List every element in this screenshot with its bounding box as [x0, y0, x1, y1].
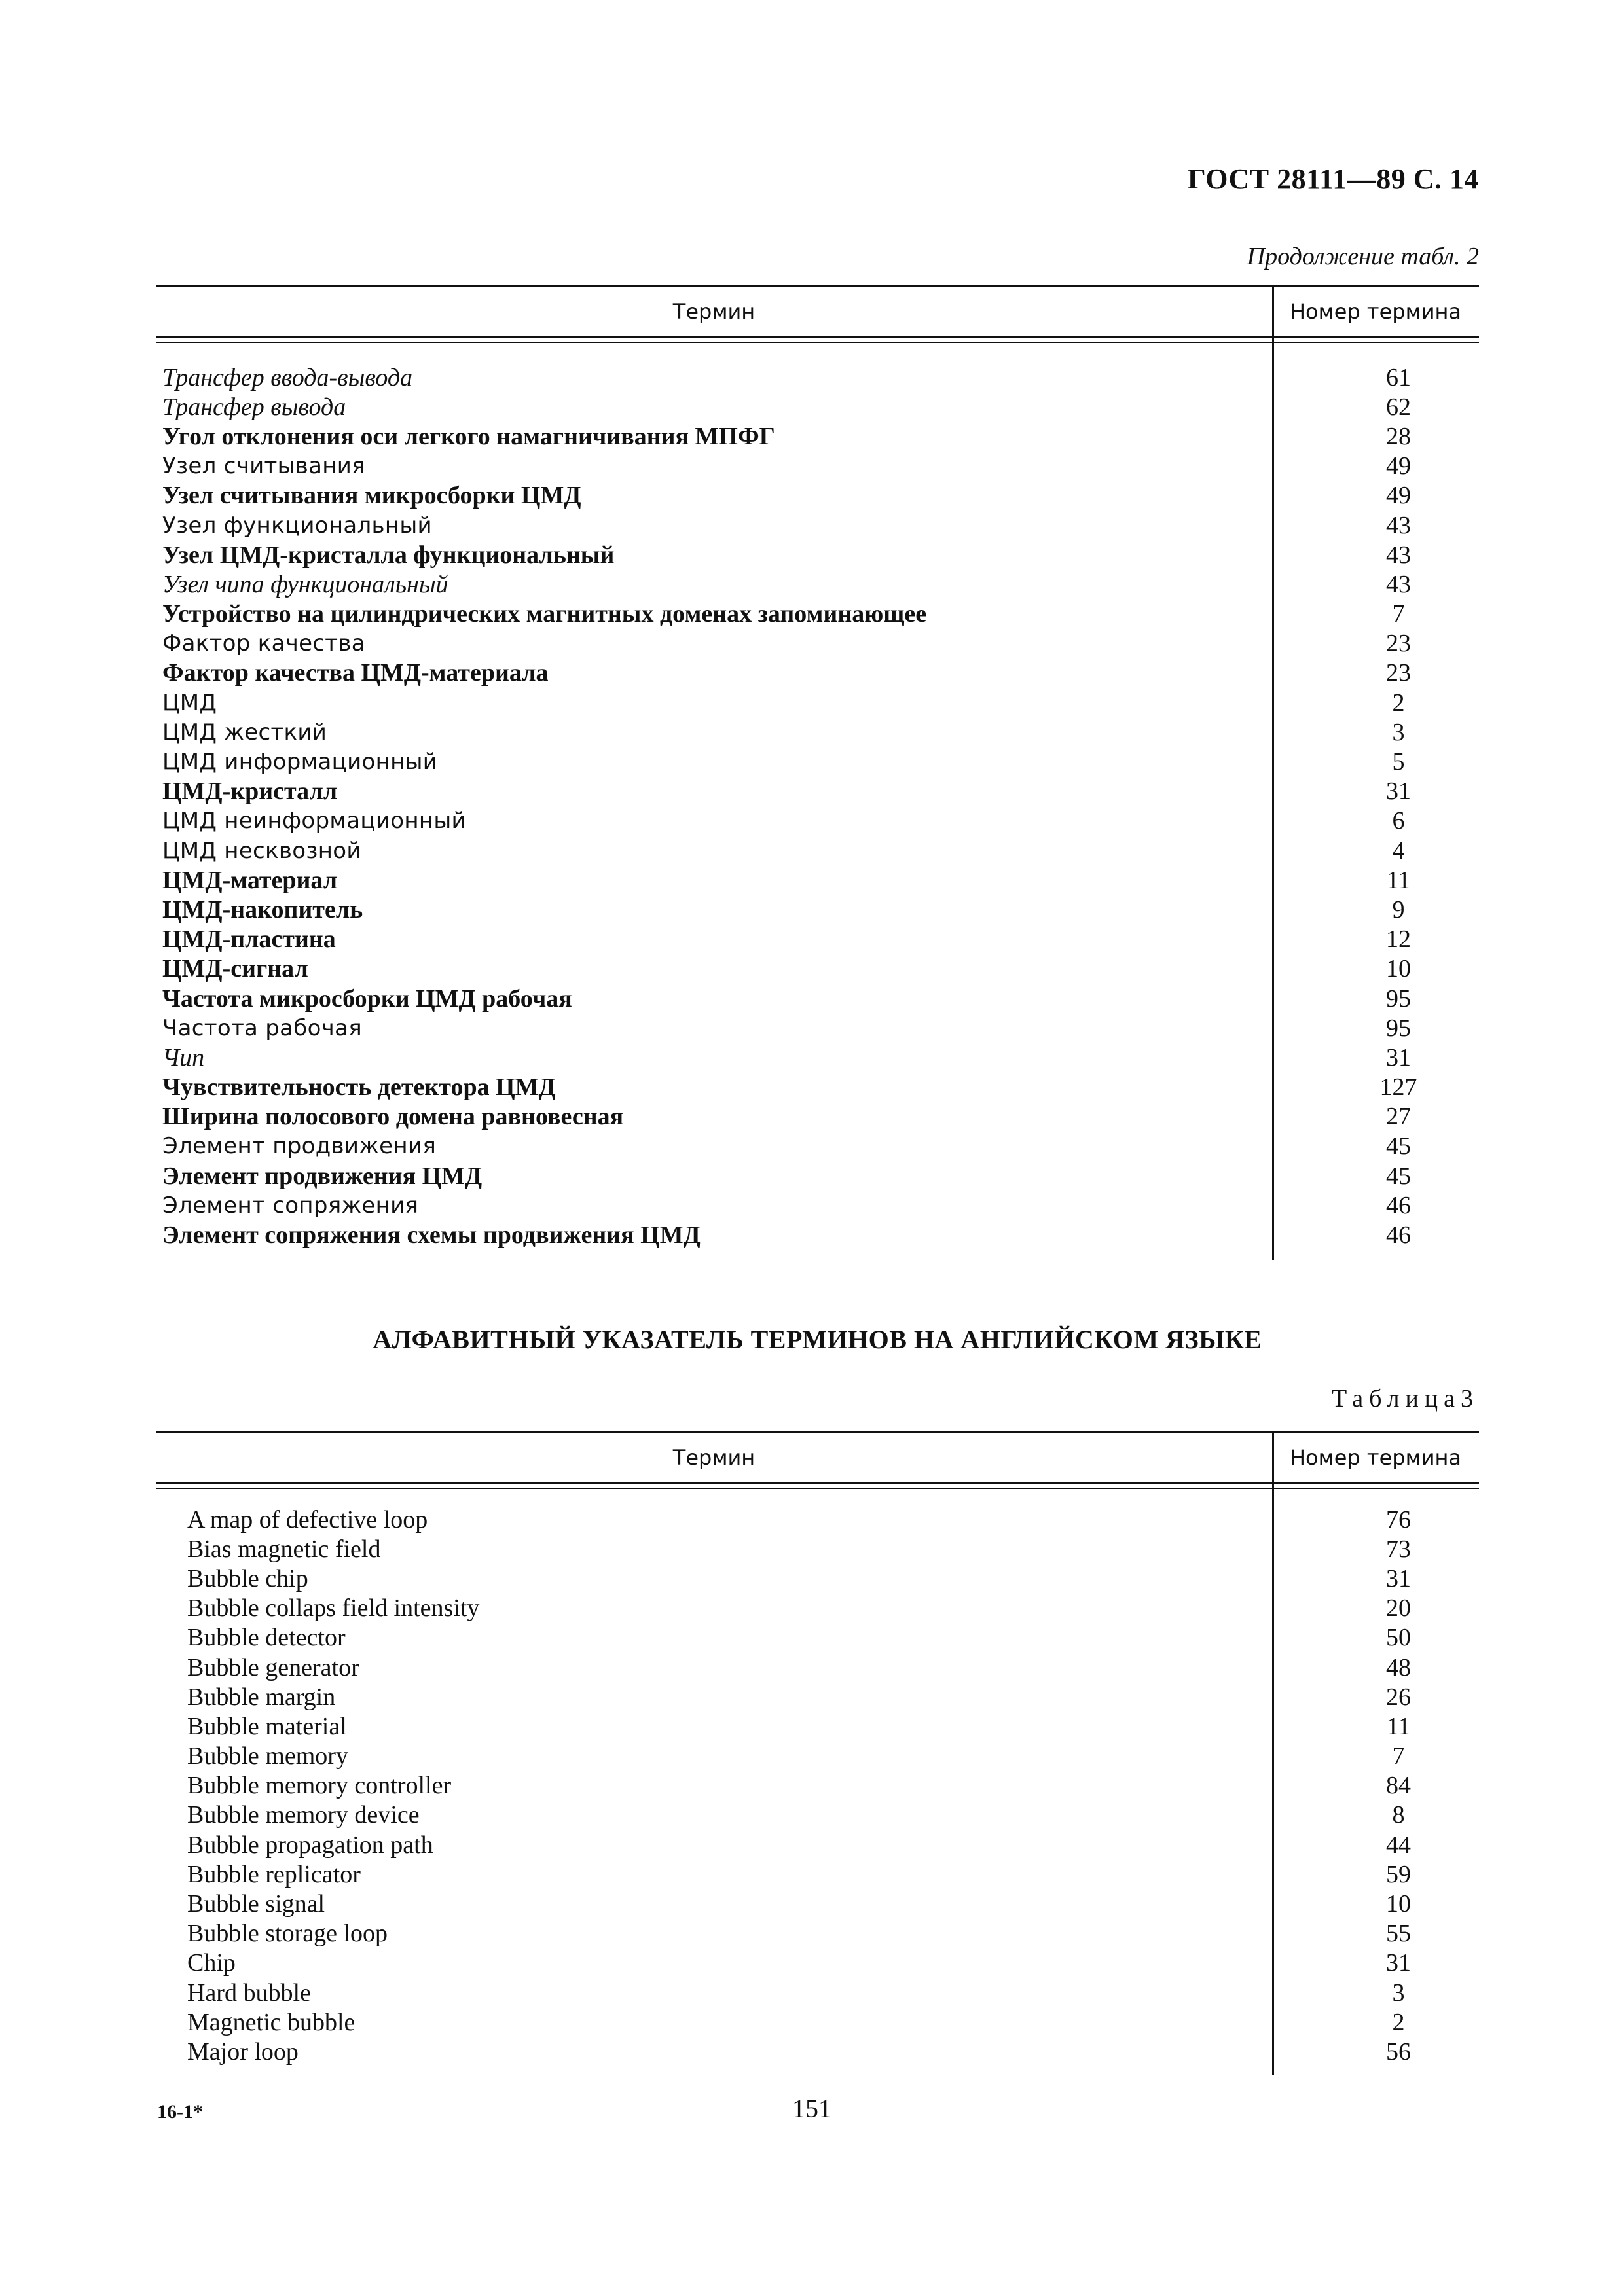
table-row — [156, 1564, 1479, 1593]
table-row — [156, 836, 1479, 865]
table-2 — [156, 285, 1479, 1250]
table-row — [156, 1161, 1479, 1191]
table-row — [156, 1948, 1479, 1978]
term-number-cell: 20 — [1386, 1594, 1411, 1623]
table2-caption: Продолжение табл. 2 — [1247, 243, 1479, 270]
column-header-term: Термин — [672, 1445, 756, 1470]
term-cell: ЦМД-накопитель — [162, 895, 363, 924]
term-cell: ЦМД несквозной — [162, 837, 361, 864]
table-row — [156, 2007, 1479, 2037]
table-row — [156, 1919, 1479, 1948]
term-cell: Bubble memory device — [187, 1801, 420, 1829]
term-number-cell: 28 — [1386, 422, 1411, 450]
table-row — [156, 984, 1479, 1013]
section-title: АЛФАВИТНЫЙ УКАЗАТЕЛЬ ТЕРМИНОВ НА АНГЛИЙСКОМ ЯЗЫКЕ — [373, 1325, 1262, 1354]
term-number-cell: 73 — [1386, 1535, 1411, 1563]
term-cell: Bubble storage loop — [187, 1920, 388, 1948]
table-row — [156, 1742, 1479, 1771]
table-row — [156, 422, 1479, 451]
table-header-rule — [156, 336, 1479, 343]
term-number-cell: 49 — [1386, 452, 1411, 480]
term-number-cell: 31 — [1386, 778, 1411, 806]
page-number: 151 — [792, 2094, 831, 2123]
term-number-cell: 50 — [1386, 1624, 1411, 1652]
term-cell: Узел ЦМД-кристалла функциональный — [162, 541, 615, 569]
table-row — [156, 658, 1479, 688]
term-number-cell: 31 — [1386, 1949, 1411, 1977]
term-cell: Угол отклонения оси легкого намагничивания МПФГ — [162, 422, 775, 450]
term-cell: Ширина полосового домена равновесная — [162, 1103, 624, 1131]
term-number-cell: 9 — [1392, 895, 1405, 924]
term-number-cell: 43 — [1386, 541, 1411, 569]
term-cell: ЦМД-кристалл — [162, 778, 338, 806]
term-number-cell: 26 — [1386, 1683, 1411, 1711]
term-cell: ЦМД-материал — [162, 866, 338, 894]
table-3 — [156, 1431, 1479, 2067]
term-cell: Bubble memory — [187, 1742, 348, 1770]
term-cell: ЦМД неинформационный — [162, 808, 466, 834]
table-body — [156, 1489, 1479, 2067]
term-number-cell: 5 — [1392, 748, 1405, 776]
table-row — [156, 540, 1479, 569]
term-cell: Bubble generator — [187, 1653, 359, 1681]
term-number-cell: 84 — [1386, 1772, 1411, 1800]
footer-signature-mark: 16-1* — [157, 2101, 203, 2123]
table-row — [156, 1830, 1479, 1859]
table-row — [156, 363, 1479, 392]
term-number-cell: 43 — [1386, 511, 1411, 539]
term-number-cell: 45 — [1386, 1162, 1411, 1190]
term-cell: Частота микросборки ЦМД рабочая — [162, 984, 572, 1013]
term-cell: Bubble chip — [187, 1564, 308, 1592]
term-number-cell: 6 — [1392, 807, 1405, 835]
term-cell: Устройство на цилиндрических магнитных доменах запоминающее — [162, 600, 927, 628]
table-header — [156, 287, 1479, 336]
term-number-cell: 46 — [1386, 1221, 1411, 1249]
table-row — [156, 600, 1479, 629]
table-row — [156, 747, 1479, 776]
term-number-cell: 76 — [1386, 1505, 1411, 1534]
table-row — [156, 1043, 1479, 1072]
term-cell: Элемент продвижения — [162, 1133, 437, 1160]
table-row — [156, 777, 1479, 806]
term-number-cell: 49 — [1386, 482, 1411, 510]
term-cell: Узел считывания — [162, 453, 365, 480]
term-number-cell: 31 — [1386, 1043, 1411, 1071]
term-cell: ЦМД-пластина — [162, 925, 336, 954]
table-row — [156, 629, 1479, 658]
table-header — [156, 1433, 1479, 1482]
table-row — [156, 511, 1479, 540]
term-number-cell: 2 — [1392, 689, 1405, 717]
term-number-cell: 127 — [1379, 1073, 1417, 1102]
term-cell: Чип — [162, 1043, 205, 1071]
term-number-cell: 31 — [1386, 1564, 1411, 1592]
table3-caption: Таблица3 — [1331, 1385, 1479, 1412]
term-cell: ЦМД — [162, 689, 217, 716]
table-row — [156, 481, 1479, 511]
column-header-term: Термин — [672, 299, 756, 324]
table-row — [156, 1682, 1479, 1712]
term-number-cell: 23 — [1386, 630, 1411, 658]
table-row — [156, 1102, 1479, 1132]
term-cell: Chip — [187, 1949, 236, 1977]
table-row — [156, 806, 1479, 836]
term-cell: Трансфер ввода-вывода — [162, 363, 413, 391]
term-cell: Элемент продвижения ЦМД — [162, 1162, 483, 1190]
term-cell: Частота рабочая — [162, 1014, 362, 1041]
term-cell: Узел считывания микросборки ЦМД — [162, 482, 581, 510]
term-number-cell: 27 — [1386, 1103, 1411, 1131]
term-cell: Узел чипа функциональный — [162, 570, 448, 598]
term-number-cell: 3 — [1392, 1979, 1405, 2007]
table-row — [156, 895, 1479, 924]
table-row — [156, 925, 1479, 954]
table-row — [156, 688, 1479, 717]
term-number-cell: 62 — [1386, 393, 1411, 421]
term-number-cell: 7 — [1392, 1742, 1405, 1770]
table-body — [156, 343, 1479, 1250]
term-cell: Bias magnetic field — [187, 1535, 381, 1563]
term-cell: Узел функциональный — [162, 512, 432, 539]
term-cell: Фактор качества ЦМД-материала — [162, 659, 549, 687]
table-row — [156, 569, 1479, 599]
table-row — [156, 1859, 1479, 1889]
term-number-cell: 59 — [1386, 1860, 1411, 1888]
table-row — [156, 1889, 1479, 1918]
table-row — [156, 1594, 1479, 1623]
term-number-cell: 43 — [1386, 570, 1411, 598]
term-cell: Bubble replicator — [187, 1860, 361, 1888]
table-row — [156, 1801, 1479, 1830]
table-header-rule — [156, 1482, 1479, 1489]
term-cell: Bubble memory controller — [187, 1772, 452, 1800]
term-cell: Трансфер вывода — [162, 393, 346, 421]
table-row — [156, 1534, 1479, 1564]
table-row — [156, 865, 1479, 895]
term-number-cell: 56 — [1386, 2037, 1411, 2066]
table-row — [156, 1653, 1479, 1682]
term-number-cell: 11 — [1386, 1712, 1411, 1740]
table-row — [156, 392, 1479, 422]
term-number-cell: 2 — [1392, 2008, 1405, 2036]
table-row — [156, 1073, 1479, 1102]
table-row — [156, 717, 1479, 747]
table-row — [156, 2037, 1479, 2066]
term-cell: Hard bubble — [187, 1979, 311, 2007]
term-number-cell: 48 — [1386, 1653, 1411, 1681]
term-cell: Bubble margin — [187, 1683, 336, 1711]
term-number-cell: 23 — [1386, 659, 1411, 687]
term-number-cell: 45 — [1386, 1132, 1411, 1160]
term-cell: ЦМД-сигнал — [162, 955, 308, 983]
term-number-cell: 3 — [1392, 718, 1405, 746]
table-row — [156, 1220, 1479, 1249]
table-row — [156, 452, 1479, 481]
table-row — [156, 1712, 1479, 1741]
term-number-cell: 4 — [1392, 836, 1405, 865]
term-cell: Чувствительность детектора ЦМД — [162, 1073, 556, 1102]
term-cell: Bubble material — [187, 1712, 347, 1740]
table-row — [156, 1771, 1479, 1801]
term-number-cell: 55 — [1386, 1920, 1411, 1948]
table-row — [156, 1132, 1479, 1161]
page-header: ГОСТ 28111—89 С. 14 — [1187, 163, 1479, 195]
term-number-cell: 44 — [1386, 1831, 1411, 1859]
term-cell: Элемент сопряжения схемы продвижения ЦМД — [162, 1221, 701, 1249]
term-number-cell: 95 — [1386, 984, 1411, 1013]
table-row — [156, 1505, 1479, 1534]
term-number-cell: 10 — [1386, 955, 1411, 983]
term-cell: Фактор качества — [162, 630, 365, 657]
table-row — [156, 1013, 1479, 1043]
term-number-cell: 12 — [1386, 925, 1411, 954]
term-cell: Bubble detector — [187, 1624, 346, 1652]
table-row — [156, 1191, 1479, 1220]
term-number-cell: 11 — [1386, 866, 1411, 894]
term-number-cell: 7 — [1392, 600, 1405, 628]
term-cell: A map of defective loop — [187, 1505, 428, 1534]
term-cell: Bubble collaps field intensity — [187, 1594, 480, 1623]
term-cell: ЦМД информационный — [162, 749, 438, 776]
term-number-cell: 10 — [1386, 1890, 1411, 1918]
term-cell: ЦМД жесткий — [162, 719, 327, 745]
term-number-cell: 46 — [1386, 1191, 1411, 1219]
term-cell: Magnetic bubble — [187, 2008, 356, 2036]
term-number-cell: 8 — [1392, 1801, 1405, 1829]
term-number-cell: 61 — [1386, 363, 1411, 391]
column-header-number: Номер термина — [1289, 1445, 1462, 1470]
term-cell: Bubble signal — [187, 1890, 325, 1918]
term-cell: Элемент сопряжения — [162, 1192, 419, 1219]
column-header-number: Номер термина — [1289, 299, 1462, 324]
term-number-cell: 95 — [1386, 1014, 1411, 1042]
table-row — [156, 1978, 1479, 2007]
term-cell: Bubble propagation path — [187, 1831, 433, 1859]
table-row — [156, 1623, 1479, 1653]
table-row — [156, 954, 1479, 984]
term-cell: Major loop — [187, 2037, 299, 2066]
